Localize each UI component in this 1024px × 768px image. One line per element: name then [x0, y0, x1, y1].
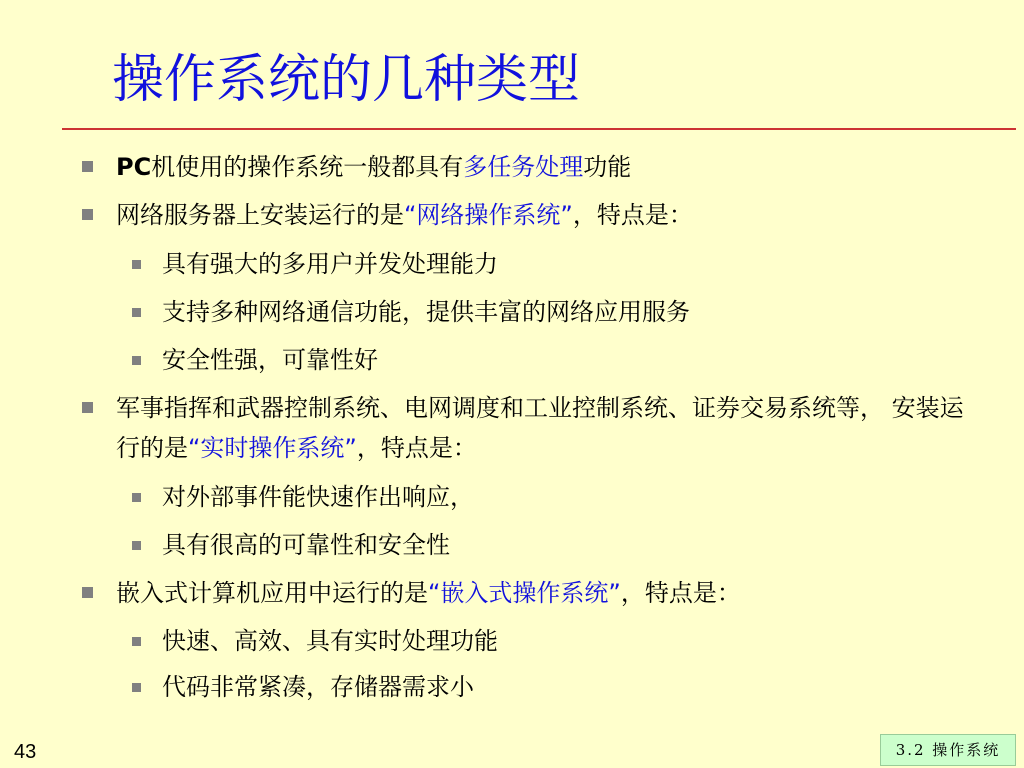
- bullet-embedded-os: [116, 573, 741, 613]
- sub-bullet: [162, 244, 498, 284]
- highlight-term: “实时操作系统”: [188, 434, 357, 462]
- sub-bullet: [162, 292, 690, 332]
- sub-bullet: [162, 477, 474, 517]
- bullet-pc-multitasking: [116, 147, 631, 187]
- sub-bullet: [162, 621, 498, 661]
- sub-bullet-text: 安全性强，可靠性好: [162, 346, 378, 374]
- sub-bullet-text: 代码非常紧凑，存储器需求小: [162, 673, 474, 701]
- square-bullet-icon: [132, 541, 141, 550]
- bullet-text: 军事指挥和武器控制系统、电网调度和工业控制系统、证券交易系统等， 安装运行的是: [116, 394, 964, 462]
- highlight-term: “嵌入式操作系统”: [428, 579, 621, 607]
- bullet-text: 网络服务器上安装运行的是: [116, 201, 404, 229]
- sub-bullet-text: 快速、高效、具有实时处理功能: [162, 627, 498, 655]
- sub-bullet: [162, 667, 474, 707]
- sub-bullet: [162, 525, 450, 565]
- bullet-realtime-os: [116, 388, 986, 468]
- sub-bullet-text: 对外部事件能快速作出响应，: [162, 483, 474, 511]
- square-bullet-icon: [82, 209, 93, 220]
- square-bullet-icon: [132, 356, 141, 365]
- square-bullet-icon: [132, 260, 141, 269]
- sub-bullet-text: 具有很高的可靠性和安全性: [162, 531, 450, 559]
- pc-label: PC: [116, 153, 152, 181]
- square-bullet-icon: [132, 637, 141, 646]
- highlight-term: 多任务处理: [463, 153, 584, 181]
- sub-bullet-text: 支持多种网络通信功能，提供丰富的网络应用服务: [162, 298, 690, 326]
- bullet-suffix: 功能: [583, 153, 632, 181]
- bullet-network-os: [116, 195, 693, 235]
- square-bullet-icon: [132, 493, 141, 502]
- square-bullet-icon: [82, 402, 93, 413]
- highlight-term: “网络操作系统”: [404, 201, 573, 229]
- bullet-suffix: ，特点是：: [356, 434, 477, 462]
- slide-title: 操作系统的几种类型: [112, 50, 581, 110]
- square-bullet-icon: [132, 683, 141, 692]
- page-number: 43: [14, 741, 37, 763]
- square-bullet-icon: [82, 587, 93, 598]
- bullet-suffix: ，特点是：: [572, 201, 693, 229]
- square-bullet-icon: [82, 161, 93, 172]
- bullet-text: 嵌入式计算机应用中运行的是: [116, 579, 428, 607]
- bullet-suffix: ，特点是：: [620, 579, 741, 607]
- bullet-text: 机使用的操作系统一般都具有: [151, 153, 464, 181]
- section-tag: 3.2 操作系统: [880, 734, 1016, 766]
- sub-bullet: [162, 340, 378, 380]
- sub-bullet-text: 具有强大的多用户并发处理能力: [162, 250, 498, 278]
- square-bullet-icon: [132, 308, 141, 317]
